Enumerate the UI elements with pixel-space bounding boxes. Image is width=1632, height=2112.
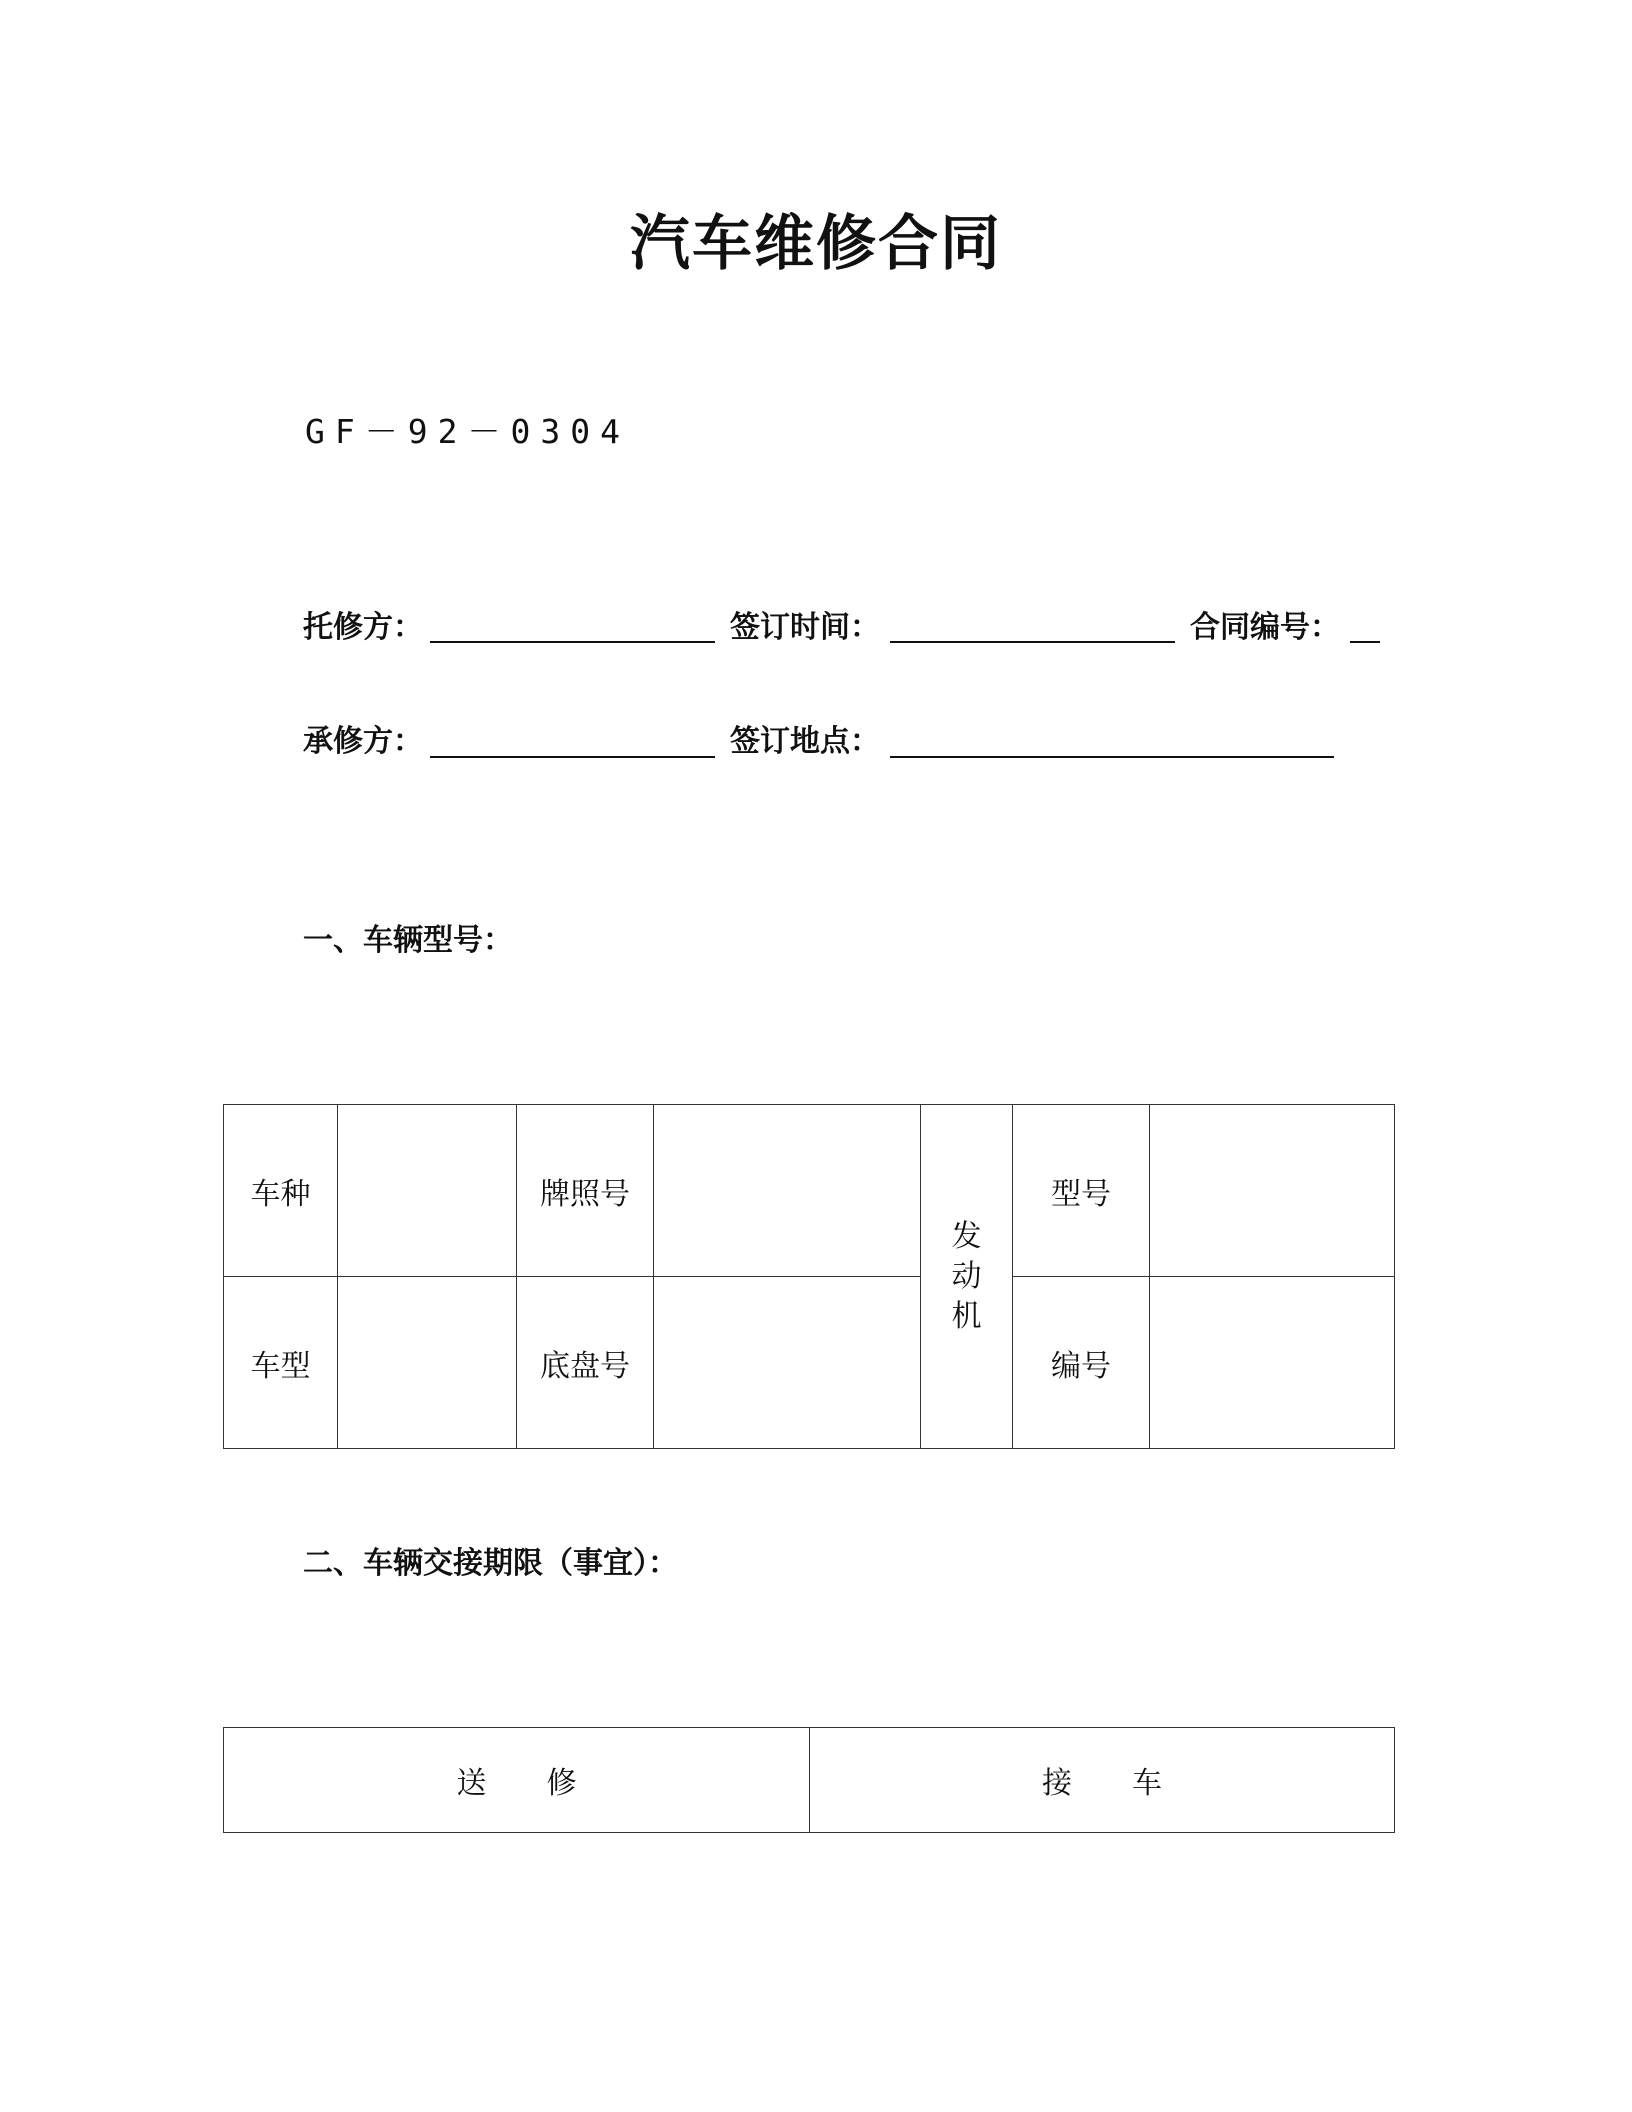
vehicle-kind-cell[interactable]: [338, 1105, 517, 1277]
receive-vehicle-header: 接 车: [810, 1728, 1395, 1833]
section2-heading: 二、车辆交接期限（事宜）：: [303, 1546, 678, 1581]
handover-table: [223, 1727, 1395, 1833]
chassis-no-label: 底盘号: [517, 1277, 654, 1449]
client-label: 托修方：: [303, 610, 423, 645]
client-field[interactable]: [430, 641, 715, 643]
contract-no-field[interactable]: [1350, 641, 1380, 643]
engine-model-cell[interactable]: [1150, 1105, 1395, 1277]
form-code: GF－92－0304: [305, 412, 630, 451]
chassis-no-cell[interactable]: [654, 1277, 921, 1449]
contract-no-label: 合同编号：: [1190, 610, 1340, 645]
engine-no-cell[interactable]: [1150, 1277, 1395, 1449]
sign-time-field[interactable]: [890, 641, 1175, 643]
repairer-field[interactable]: [430, 756, 715, 758]
plate-no-label: 牌照号: [517, 1105, 654, 1277]
engine-model-label: 型号: [1013, 1105, 1150, 1277]
sign-place-label: 签订地点：: [730, 724, 880, 759]
engine-no-label: 编号: [1013, 1277, 1150, 1449]
engine-label-text: 发 动 机: [951, 1218, 982, 1334]
vehicle-type-cell[interactable]: [338, 1277, 517, 1449]
document-title: 汽车维修合同: [630, 209, 1002, 279]
vehicle-kind-label: 车种: [224, 1105, 338, 1277]
send-for-repair-header: 送 修: [224, 1728, 810, 1833]
vehicle-type-label: 车型: [224, 1277, 338, 1449]
sign-place-field[interactable]: [890, 756, 1334, 758]
section1-heading: 一、车辆型号：: [303, 923, 513, 958]
plate-no-cell[interactable]: [654, 1105, 921, 1277]
engine-group-label: [921, 1105, 1013, 1449]
vehicle-model-table: [223, 1104, 1395, 1449]
sign-time-label: 签订时间：: [730, 610, 880, 645]
repairer-label: 承修方：: [303, 724, 423, 759]
